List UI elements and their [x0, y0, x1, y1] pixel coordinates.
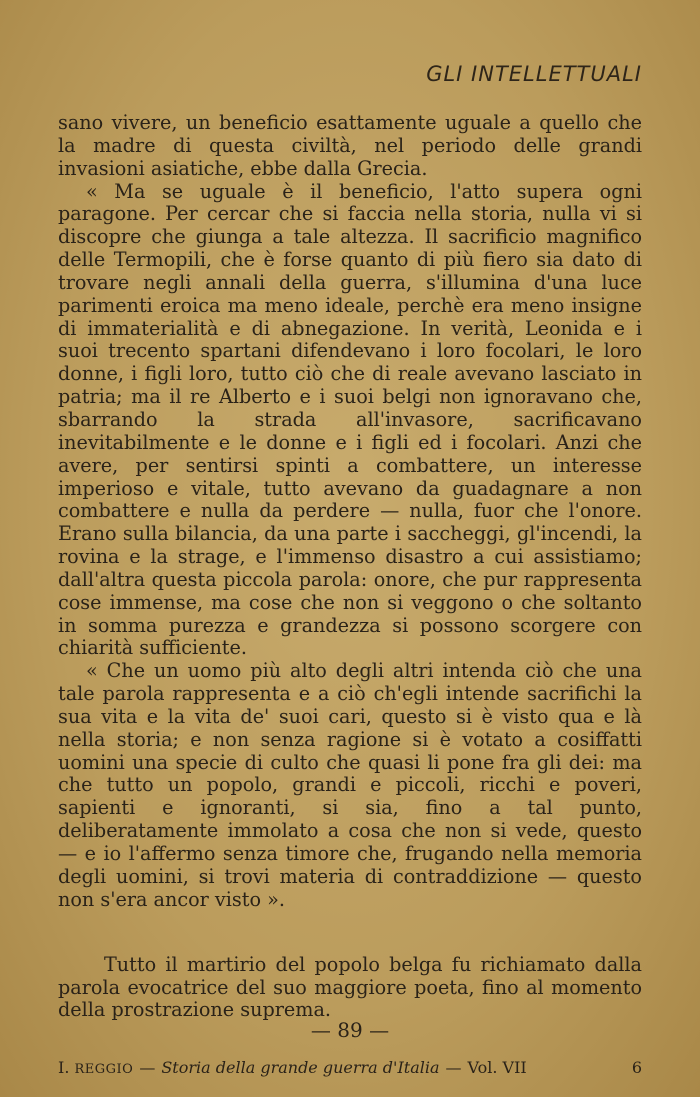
- author-initial: I.: [58, 1058, 70, 1077]
- footer-volume: Vol. VII: [467, 1058, 527, 1077]
- closing-paragraph: Tutto il martirio del popolo belga fu richiamato dalla parola evocatrice del suo maggiore poeta, fino al momento della prostrazione suprema.: [58, 953, 642, 1022]
- running-header: GLI INTELLETTUALI: [426, 62, 642, 86]
- footer-signature-mark: 6: [631, 1058, 642, 1077]
- page-number: — 89 —: [310, 1018, 390, 1042]
- footer-dash-2: —: [445, 1058, 462, 1077]
- footer-dash-1: —: [139, 1058, 156, 1077]
- paragraph-quote-1: « Ma se uguale è il beneficio, l'atto supera ogni paragone. Per cercar che si faccia nella storia, nulla vi si discopre che giunga a tale altezza. Il sacrificio magnifico delle Termopili, che è forse quanto di più fiero sia dato di trovare negli annali della guerra, s'illumina d'una luce parimenti eroica ma meno ideale, perchè era meno insigne di immaterialità e di abnegazione. In verità, Leonida e i suoi trecento spartani difendevano i loro focolari, le loro donne, i figli loro, tutto ciò che di reale avevano lasciato in patria; ma il re Alberto e i suoi belgi non ignoravano che, sbarrando la strada all'invasore, sacrificavano inevitabilmente e le donne e i figli ed i focolari. Anzi che avere, per sentirsi spinti a combattere, un interesse imperioso e vitale, tutto avevano da guadagnare a non combattere e nulla da perdere — nulla, fuor che l'onore. Erano sulla bilancia, da una parte i saccheggi, gl'incendi, la rovina e la strage, e l'immenso disastro a cui assistiamo; dall'altra questa piccola parola: onore, che pur rappresenta cose immense, ma cose che non si veggono o che soltanto in somma purezza e grandezza si possono scorgere con chiarità sufficiente.: [58, 179, 642, 660]
- footer-book-title: Storia della grande guerra d'Italia: [161, 1058, 440, 1077]
- page-footer: [58, 1058, 642, 1077]
- paragraph-continuation: sano vivere, un beneficio esattamente uguale a quello che la madre di questa civiltà, nel periodo delle grandi invasioni asiatiche, ebbe dalla Grecia.: [58, 111, 642, 180]
- footer-author: [58, 1058, 133, 1077]
- paragraph-quote-2: « Che un uomo più alto degli altri intenda ciò che una tale parola rappresenta e a ciò ch'egli intende sacrifichi la sua vita e la vita de' suoi cari, questo si è visto qua e là nella storia; e non senza ragione si è votato a cosiffatti uomini una specie di culto che quasi li pone fra gli dei: ma che tutto un popolo, grandi e piccoli, ricchi e poveri, sapienti e ignoranti, si sia, fino a tal punto, deliberatamente immolato a cosa che non si vede, questo — e io l'affermo senza timore che, frugando nella memoria degli uomini, si trovi materia di contraddizione — questo non s'era ancor visto ».: [58, 659, 642, 911]
- main-text: [58, 112, 642, 912]
- author-surname: REGGIO: [74, 1062, 134, 1077]
